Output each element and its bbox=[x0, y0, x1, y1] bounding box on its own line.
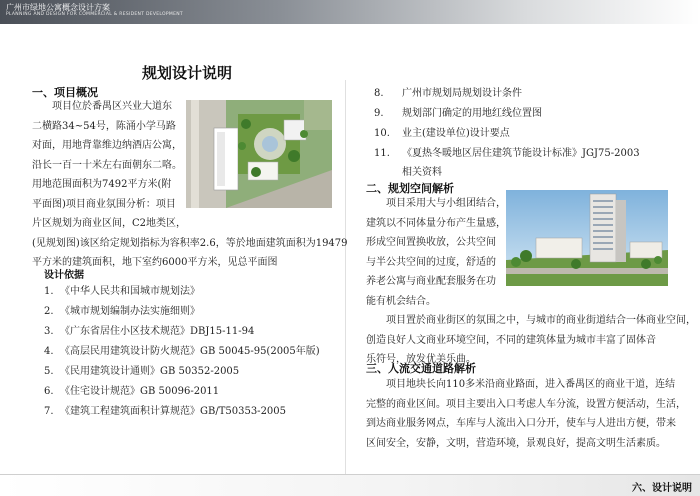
basis-item: 3. 《广东省居住小区技术规范》DBJ15-11-94 bbox=[44, 326, 255, 337]
section2-line: 与半公共空间的过度，舒适的 bbox=[366, 256, 496, 268]
basis-list-continued bbox=[374, 84, 694, 184]
basis-item: 1. 《中华人民共和国城市规划法》 bbox=[44, 286, 200, 297]
section3-body bbox=[366, 375, 686, 453]
section2-line: 形成空间置换收放，公共空间 bbox=[366, 237, 496, 248]
basis-item: 9. 规划部门确定的用地红线位置图 bbox=[374, 108, 542, 119]
section2-line: 养老公寓与商业配套服务在功 bbox=[366, 276, 496, 287]
section1-line: 对面，用地背靠维边纳酒店公寓， bbox=[32, 140, 182, 151]
basis-item: 11. 《夏热冬暖地区居住建筑节能设计标准》JGJ75-2003 bbox=[374, 148, 640, 159]
basis-item: 10. 业主(建设单位)设计要点 bbox=[374, 128, 510, 139]
section1-heading: 一、项目概况 bbox=[32, 86, 98, 99]
section1-line: 片区规划为商业区间，C2地类区， bbox=[32, 218, 187, 229]
page-title: 规划设计说明 bbox=[142, 64, 233, 82]
header-subtitle: PLANNING AND DESIGN FOR COMMERCIAL & RESIDENT DEVELOPMENT bbox=[6, 12, 183, 17]
section2-line: 项目置於商业街区的氛围之中，与城市的商业街道结合一体商业空间， bbox=[386, 315, 696, 326]
section3-line: 完整的商业区间。项目主要出入口考虑人车分流，设置方便活动，生活， bbox=[366, 398, 686, 410]
footer-label: 六、设计说明 bbox=[632, 483, 692, 494]
header-title: 广州市绿地公寓概念设计方案 bbox=[6, 3, 110, 12]
section1-line: 平面图)项目商业氛围分析：项目 bbox=[32, 198, 176, 210]
basis-list bbox=[44, 282, 344, 422]
section1-line: (见规划图)该区给定规划指标为容积率2.6，等於地面建筑面积为19479 bbox=[32, 237, 348, 249]
section3-line: 项目地块长向110多米沿商业路面，进入番禺区的商业干道，连结 bbox=[386, 379, 676, 390]
section3-line: 到达商业服务网点，车库与人流出入口分开，使车与人进出方便，带来 bbox=[366, 418, 676, 429]
basis-item: 4. 《高层民用建筑设计防火规范》GB 50045-95(2005年版) bbox=[44, 346, 320, 357]
section1-line: 用地范围面积为7492平方米(附 bbox=[32, 179, 172, 190]
basis-continuation: 相关资料 bbox=[402, 167, 442, 178]
section2-line: 能有机会结合。 bbox=[366, 295, 436, 307]
section2-line: 乐符号，放发优美乐曲。 bbox=[366, 354, 476, 365]
tower-rendering-svg bbox=[506, 190, 668, 286]
site-plan-svg bbox=[186, 100, 332, 208]
basis-item: 5. 《民用建筑设计通则》GB 50352-2005 bbox=[44, 366, 240, 377]
section2-line: 创造良好人文商业环境空间，不同的建筑体量为城市丰富了固体音 bbox=[366, 334, 656, 346]
section1-line: 平方米的建筑面积，地下室约6000平方米，见总平面图 bbox=[32, 257, 278, 268]
section3-heading: 三、人流交通道路解析 bbox=[366, 362, 476, 375]
tower-rendering-image bbox=[506, 190, 668, 286]
section3-line: 区间安全，安静，文明，营造环境，景观良好，提高文明生活素质。 bbox=[366, 437, 666, 449]
page-header bbox=[0, 0, 700, 24]
basis-item: 7. 《建筑工程建筑面积计算规范》GB/T50353-2005 bbox=[44, 406, 287, 417]
page-footer bbox=[0, 474, 700, 496]
section2-heading: 二、规划空间解析 bbox=[366, 182, 454, 195]
section2-line: 建筑以不同体量分布产生量感， bbox=[366, 217, 506, 229]
section1-line: 沿长一百一十米左右面朝东二咯。 bbox=[32, 159, 182, 171]
section1-line: 项目位於番禺区兴业大道东 bbox=[52, 101, 172, 112]
basis-item: 6. 《住宅设计规范》GB 50096-2011 bbox=[44, 386, 220, 397]
basis-item: 2. 《城市规划编制办法实施细则》 bbox=[44, 306, 200, 317]
section2-line: 项目采用大与小组团结合， bbox=[386, 198, 506, 209]
basis-item: 8. 广州市规划局规划设计条件 bbox=[374, 88, 522, 99]
section1-line: 二横路34~54号，陈涌小学马路 bbox=[32, 120, 176, 132]
site-plan-image bbox=[186, 100, 332, 208]
basis-heading: 设计依据 bbox=[44, 270, 84, 281]
